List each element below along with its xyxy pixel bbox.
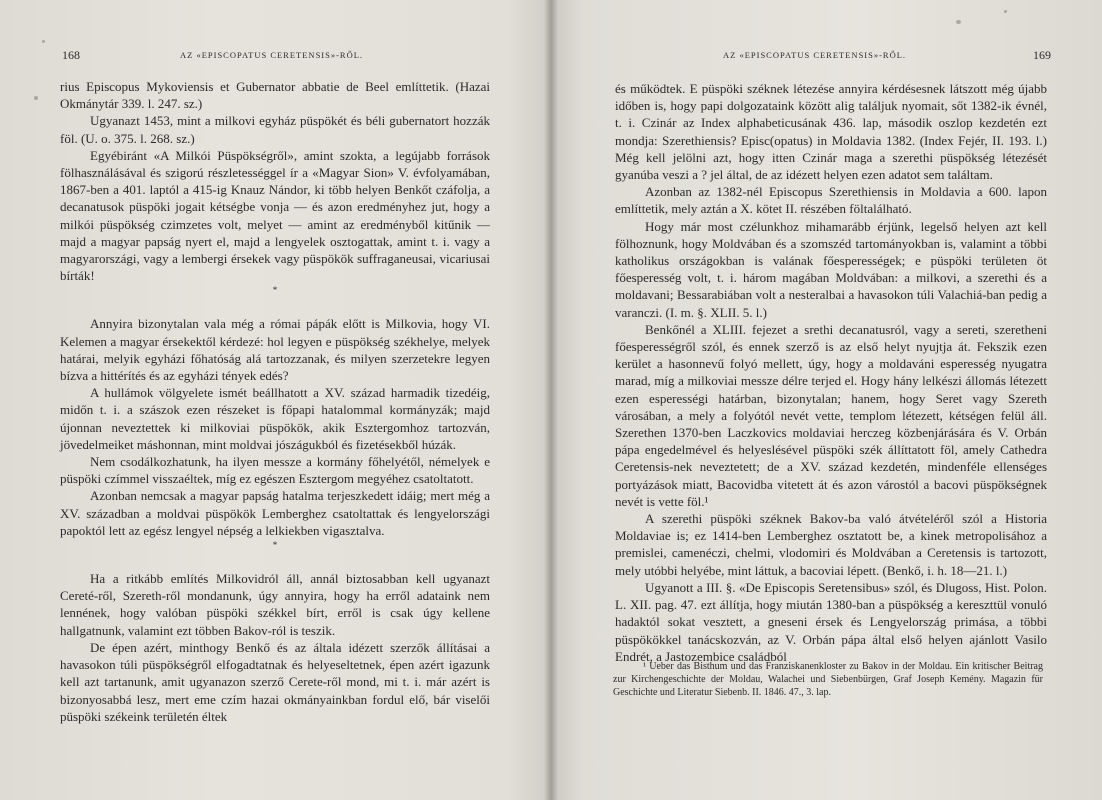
scan-speck <box>34 96 38 100</box>
paragraph: rius Episcopus Mykoviensis et Gubernator abbatie de Beel említtetik. (Hazai Okmánytár 339. l. 247. sz.) <box>60 79 490 112</box>
paragraph: Ugyanazt 1453, mint a milkovi egyház püspökét és béli gubernatort hozzák föl. (U. o. 375. l. 268. sz.) <box>60 113 490 146</box>
paragraph: és működtek. E püspöki széknek létezése annyira kérdésesnek látszott még újabb időben is, hogy papi dolgozataink között alig találjuk nyomait, sőt 1382-ik évnél, t. i. Czinár az Index alphabeticusának 436. lap, második oszlop kezdetén ezt mondja: Szerethiensis? Episc(opatus) in Moldavia 1382. (Index Fejér, II. 193. l.) Még kell jelölni azt, hogy itten Czinár maga a szerethi püspökség létezését gyanúba veszi a ? jel által, de az idézett helyen ezen adatot sem találtam. <box>615 81 1047 183</box>
right-page <box>551 0 1102 800</box>
footnote <box>613 660 1043 700</box>
left-running-title: AZ «EPISCOPATUS CERETENSIS»-RŐL. <box>180 50 364 60</box>
scan-speck <box>1004 10 1007 13</box>
paragraph: A szerethi püspöki széknek Bakov-ba való átvételéről szól a Historia Moldaviae is; ez 1414-ben Lemberghez osztatott be, a kinek metropolisához a premislei, camenéczi, chelmi, vlodomiri és Moldvában a Ceretensis is tartozott, mely utóbbi helyébe, mint láttuk, a bacoviai lépett. (Benkő, i. h. 18—21. l.) <box>615 511 1047 578</box>
left-page-body <box>60 78 490 725</box>
paragraph: Azonban nemcsak a magyar papság hatalma terjeszkedett idáig; mert még a XV. században a moldvai püspökök Lemberghez csatoltattak és lengyelországi papoktól lett az egész lengyel népség a lelkiekben vigasztalva. <box>60 488 490 538</box>
scan-speck <box>956 20 961 24</box>
paragraph: Hogy már most czélunkhoz mihamarább érjünk, legelső helyen azt kell fölhoznunk, hogy Moldvában és a szomszéd tartományokban is, valamint a többi katholikus országokban is valának főesperességek; e püspöki területen öt főesperesség volt, t. i. három magában Moldvában: a milkovi, a szerethi és a moldavani; Bessarabiában volt a nesteralbai a havasokon túli Valachiá-ban pedig a varanczi. (I. m. §. XLII. 5. l.) <box>615 218 1047 320</box>
book-gutter <box>544 0 558 800</box>
paragraph: De épen azért, minthogy Benkő és az általa idézett szerzők állításai a havasokon túli püspökségről elfogadtatnak és helyeseltetnek, épen azért igazunk kell azt tartanunk, amit ugyanazon szerző Cerete-ről mond, mi t. i. már azért is bizonyosabbá lesz, mert eme czím hazai okmányainkban fordul elő, bár viselői püspöki székeink területén éltek <box>60 639 490 724</box>
paragraph: Benkőnél a XLIII. fejezet a srethi decanatusról, vagy a sereti, szeretheni főesperességről szól, és ennek szerző is az első helyt nyujtja át. Fekszik ezen kerület a hasonnevű folyó mellett, úgy, hogy a moldaváni esperesség nyugatra marad, míg a milkoviai messze délre terjed el. Hogy hány lelkészi állomás létezett ezen esperességi határban, bizonytalan; hanem, hogy Seret vagy Szereth városában, a mely a folyótól nevét vette, templom létezett, kétségen felül áll. Szerethen 1370-ben Laczkovics moldaviai herczeg közbenjárására és V. Orbán pápa engedelmével és helyeslésével püspöki szék állíttatott föl, amely Cathedra Ceretensis-nek neveztetett; de a XV. század kezdetén, mindenféle ellenséges portyázások miatt, Bacovidba vitetett át és azon várostól a bacovi püspökségnek nevét is vette föl.¹ <box>615 321 1047 509</box>
section-separator: * <box>272 540 278 551</box>
scan-speck <box>42 40 45 43</box>
paragraph: Azonban az 1382-nél Episcopus Szerethiensis in Moldavia a 600. lapon említtetik, mely aztán a X. kötet II. részében föltalálható. <box>615 184 1047 217</box>
section-separator: * <box>272 285 278 296</box>
left-page-number: 168 <box>62 48 80 62</box>
right-page-number: 169 <box>1033 48 1051 62</box>
right-page-body <box>615 80 1047 665</box>
footnote-text: ¹ Ueber das Bisthum und das Franziskanenkloster zu Bakov in der Moldau. Ein kritischer Beitrag zur Kirchengeschichte der Moldau, Walachei und Siebenbürgen, Graf Joseph Kemény. Magazin für Geschichte und Literatur Siebenb. II. 1846. 47., 3. lap. <box>613 661 1043 699</box>
paragraph: Nem csodálkozhatunk, ha ilyen messze a kormány főhelyétől, némelyek e püspöki czímmel visszaéltek, míg ez egészen Esztergom megyéhez csatoltatott. <box>60 454 490 487</box>
paragraph: A hullámok völgyelete ismét beállhatott a XV. század harmadik tizedéig, midőn t. i. a szászok ezen részeket is főpapi hatalommal kormányzák; majd újonnan neveztettek ki milkoviai püspökök, akik Esztergomhoz tartozván, jövedelmeiket máshonnan, mint moldvai jószágukból és fizetésekből húzák. <box>60 385 490 452</box>
right-running-title: AZ «EPISCOPATUS CERETENSIS»-RŐL. <box>723 50 907 60</box>
paragraph: Annyira bizonytalan vala még a római pápák előtt is Milkovia, hogy VI. Kelemen a magyar érsekektől kérdezé: hol legyen e püspökség székhelye, melyek határai, melyik egyházi főhatóság alá tartozzanak, és milyen szerzetekre legyen bízva a hittérítés és az egyházi tények edés? <box>60 316 490 384</box>
paragraph: Ugyanott a III. §. «De Episcopis Seretensibus» szól, és Dlugoss, Hist. Polon. L. XII. pag. 47. ezt állítja, hogy miután 1380-ban a püspökség a kereszttül vonuló hadaktól sokat vesztett, a gneseni érsek és Lengyelország primása, a többi püspökökkel tanácskozván, az V. Orbán pápa által első helyen ajánlott Vasilo Endrét, a Jastozembice családból <box>615 579 1047 664</box>
paragraph: Egyébiránt «A Milkói Püspökségről», amint szokta, a legújabb források fölhasználásával és szigorú részletességgel ír a «Magyar Sion» V. évfolyamában, 1867-ben a 401. laptól a 415-ig Knauz Nándor, ki több helyen Benkőt czáfolja, a decanatusok püspöki jogait kétségbe vonja — és azon eredményhez jut, hogy a milkói püspökség czimzetes volt, melyet — amint az eredményből kitűnik — majd a magyar papság nyert el, majd a lengyelek osztogattak, amint t. i. vagy a magyarországi, vagy a lembergi érsekek vagy püspökök suffraganeusai, vicariusai bírták! <box>60 147 490 284</box>
paragraph: Ha a ritkább említés Milkovidról áll, annál biztosabban kell ugyanazt Cereté-ről, Szereth-ről mondanunk, úgy annyira, hogy ha erről adataink nem lennének, hogy valóban püspöki székkel bírt, erről is csak úgy kellene hallgatnunk, valamint ezt többen Bakov-ról is teszik. <box>60 571 490 638</box>
